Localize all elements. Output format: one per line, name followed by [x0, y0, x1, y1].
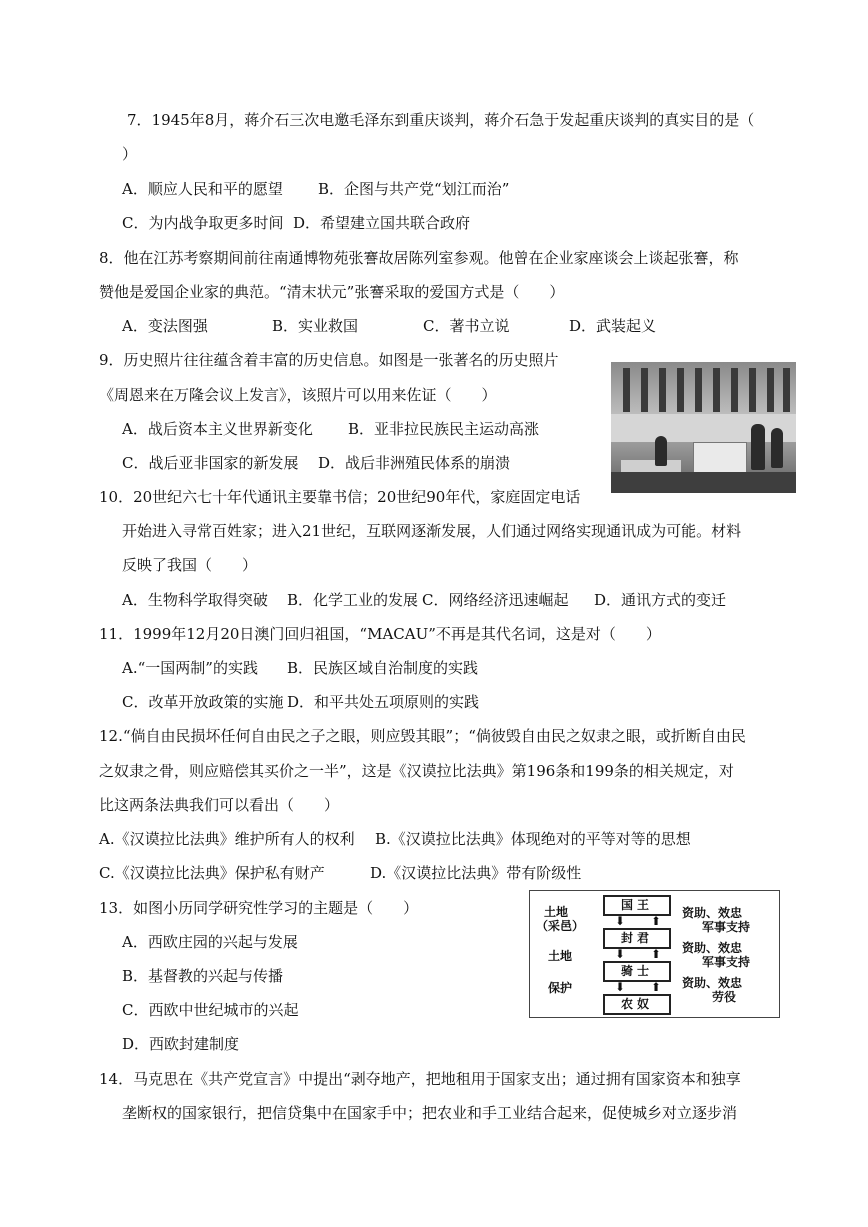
box-knight: 骑士 [603, 961, 671, 982]
right-label-1a: 资助、效忠 [682, 906, 743, 920]
q12-option-d: D.《汉谟拉比法典》带有阶级性 [370, 864, 582, 882]
flag [677, 368, 684, 412]
right-label-3b: 劳役 [712, 990, 737, 1004]
q13-option-d: D．西欧封建制度 [122, 1035, 240, 1053]
bandung-conference-photo [611, 362, 796, 493]
feudal-hierarchy-diagram [529, 890, 780, 1018]
q9-option-a: A．战后资本主义世界新变化 [122, 420, 313, 438]
audience [611, 472, 796, 493]
stage-wall [611, 414, 796, 442]
q8-stem: 8．他在江苏考察期间前往南通博物苑张謇故居陈列室参观。他曾在企业家座谈会上谈起张謇，称 [99, 249, 739, 267]
arrow-down-icon: ⬇ [615, 914, 626, 928]
q7-option-d: D．希望建立国共联合政府 [293, 214, 471, 232]
q9-option-d: D．战后非洲殖民体系的崩溃 [318, 454, 511, 472]
right-label-1b: 军事支持 [702, 920, 751, 934]
q8-option-d: D．武装起义 [569, 317, 657, 335]
q11-option-d: D．和平共处五项原则的实践 [287, 693, 480, 711]
flag [695, 368, 702, 412]
arrow-down-icon: ⬇ [615, 947, 626, 961]
left-label-fief: （采邑） [536, 919, 585, 933]
q12-stem-cont: 之奴隶之骨，则应赔偿其买价之一半”，这是《汉谟拉比法典》第196条和199条的相关规定，对 [99, 762, 734, 780]
q11-option-a: A.“一国两制”的实践 [122, 659, 258, 677]
q10-option-c: C．网络经济迅速崛起 [422, 591, 569, 609]
q10-stem: 10．20世纪六七十年代通讯主要靠书信；20世纪90年代，家庭固定电话 [99, 488, 581, 506]
q12-option-b: B.《汉谟拉比法典》体现绝对的平等对等的思想 [375, 830, 691, 848]
q9-option-c: C．战后亚非国家的新发展 [122, 454, 299, 472]
q9-stem-cont: 《周恩来在万隆会议上发言》，该照片可以用来佐证（ ） [99, 386, 497, 404]
q10-option-b: B．化学工业的发展 [287, 591, 419, 609]
q7-option-b: B．企图与共产党“划江而治” [318, 180, 510, 198]
q8-option-a: A．变法图强 [122, 317, 208, 335]
q7-stem-cont: ） [122, 145, 138, 163]
arrow-up-icon: ⬆ [651, 914, 662, 928]
q11-option-b: B．民族区域自治制度的实践 [287, 659, 479, 677]
q14-stem-cont: 垄断权的国家银行，把信贷集中在国家手中；把农业和手工业结合起来，促使城乡对立逐步消 [122, 1104, 738, 1122]
q12-option-a: A.《汉谟拉比法典》维护所有人的权利 [99, 830, 355, 848]
q10-stem-cont2: 反映了我国（ ） [122, 556, 258, 574]
flag [713, 368, 720, 412]
arrow-up-icon: ⬆ [651, 947, 662, 961]
q13-option-b: B．基督教的兴起与传播 [122, 967, 284, 985]
q14-stem: 14．马克思在《共产党宣言》中提出“剥夺地产，把地租用于国家支出；通过拥有国家资本和独享 [99, 1070, 741, 1088]
flag [783, 368, 790, 412]
q12-stem-cont2: 比这两条法典我们可以看出（ ） [99, 796, 340, 814]
arrow-down-icon: ⬇ [615, 980, 626, 994]
q8-stem-cont: 赞他是爱国企业家的典范。“清末状元”张謇采取的爱国方式是（ ） [99, 283, 565, 301]
box-king: 国王 [603, 895, 671, 916]
flag [749, 368, 756, 412]
left-label-protection: 保护 [548, 981, 573, 995]
q7-stem: 7．1945年8月，蒋介石三次电邀毛泽东到重庆谈判，蒋介石急于发起重庆谈判的真实目的是（ [127, 111, 755, 129]
person [771, 428, 783, 468]
person [655, 436, 667, 466]
right-label-3a: 资助、效忠 [682, 976, 743, 990]
box-serf: 农奴 [603, 994, 671, 1015]
q9-option-b: B．亚非拉民族民主运动高涨 [348, 420, 540, 438]
q10-stem-cont: 开始进入寻常百姓家；进入21世纪，互联网逐渐发展，人们通过网络实现通讯成为可能。材料 [122, 522, 742, 540]
q7-option-a: A．顺应人民和平的愿望 [122, 180, 283, 198]
speaker [751, 424, 765, 470]
q9-stem: 9．历史照片往往蕴含着丰富的历史信息。如图是一张著名的历史照片 [99, 351, 559, 369]
arrow-up-icon: ⬆ [651, 980, 662, 994]
flag [659, 368, 666, 412]
q13-option-c: C．西欧中世纪城市的兴起 [122, 1001, 299, 1019]
q10-option-d: D．通讯方式的变迁 [594, 591, 727, 609]
q12-stem: 12.“倘自由民损坏任何自由民之子之眼，则应毁其眼”；“倘彼毁自由民之奴隶之眼，或折断自由民 [99, 727, 746, 745]
q13-stem: 13．如图小历同学研究性学习的主题是（ ） [99, 899, 419, 917]
q8-option-c: C．著书立说 [423, 317, 510, 335]
right-label-2b: 军事支持 [702, 955, 751, 969]
box-lord: 封君 [603, 928, 671, 949]
q11-option-c: C．改革开放政策的实施 [122, 693, 284, 711]
flag [623, 368, 630, 412]
q12-option-c: C.《汉谟拉比法典》保护私有财产 [99, 864, 325, 882]
q11-stem: 11．1999年12月20日澳门回归祖国，“MACAU”不再是其代名词，这是对（ ） [99, 625, 661, 643]
flag [731, 368, 738, 412]
q10-option-a: A．生物科学取得突破 [122, 591, 268, 609]
flag [767, 368, 774, 412]
flag [641, 368, 648, 412]
right-label-2a: 资助、效忠 [682, 941, 743, 955]
q13-option-a: A．西欧庄园的兴起与发展 [122, 933, 298, 951]
left-label-land-2: 土地 [548, 949, 573, 963]
q7-option-c: C．为内战争取更多时间 [122, 214, 284, 232]
left-label-land: 土地 [544, 905, 569, 919]
q8-option-b: B．实业救国 [272, 317, 359, 335]
